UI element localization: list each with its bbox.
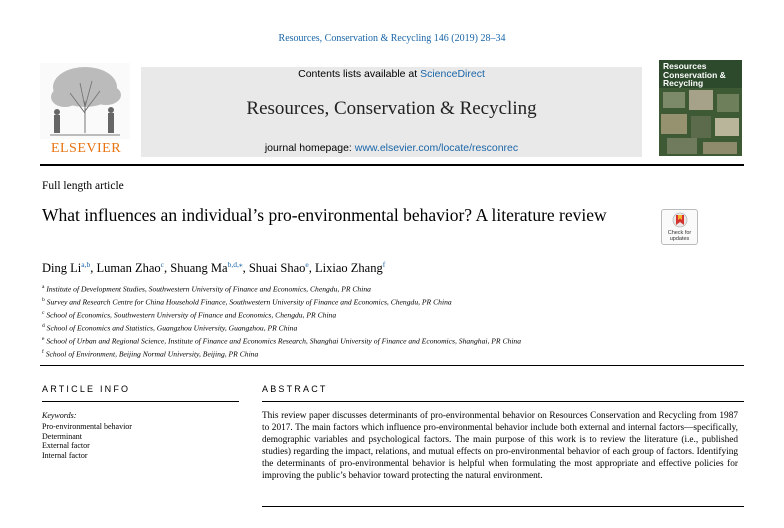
author-name[interactable]: Lixiao Zhang: [315, 261, 383, 276]
abstract-bottom-rule: [262, 506, 744, 507]
article-title: What influences an individual’s pro-environmental behavior? A literature review: [42, 205, 607, 225]
corresponding-author-mark[interactable]: ⁎: [238, 260, 243, 269]
crossmark-label: Check for updates: [667, 230, 692, 242]
author-list: [42, 260, 385, 276]
author-separator: ,: [242, 261, 249, 276]
abstract-text: This review paper discusses determinants of pro-environmental behavior on Resources Conservation and Recycling from 1987 to 2017. The main factors which influence pro-environmental behavior include both external and internal factors—specifically, demographic variables and psychological factors. The main purpose of this work is to review the literature (i.e., published studies) regarding the impact, relations, and mutual effects on pro-environmental behavior of each group of factors. Identifying the determinants of pro-environmental behavior is helpful when formulating the most appropriate and effective policies for improving the public’s behavior toward protecting the natural environment.: [262, 411, 738, 481]
author-separator: ,: [308, 261, 316, 276]
author-name[interactable]: Shuai Shao: [248, 261, 306, 276]
journal-title: Resources, Conservation & Recycling: [246, 98, 537, 119]
author-affiliation-mark[interactable]: f: [382, 260, 386, 269]
contents-prefix: Contents lists available at: [298, 68, 421, 80]
keyword-list: [42, 422, 132, 461]
affiliation-text: School of Economics, Southwestern University of Finance and Economics, Chengdu, PR China: [46, 310, 337, 320]
author-affiliation-mark[interactable]: b,d,⁎: [227, 260, 243, 269]
publisher-logo-text: ELSEVIER: [50, 141, 122, 156]
author-separator: ,: [164, 261, 171, 276]
author-name[interactable]: Shuang Ma: [170, 261, 228, 276]
affiliation-text: Institute of Development Studies, Southwestern University of Finance and Economics, Chengdu, PR China: [46, 284, 371, 294]
keyword-item: Internal factor: [42, 451, 88, 461]
author-affiliation-mark[interactable]: e: [305, 260, 309, 269]
article-info-heading: ARTICLE INFO: [42, 384, 131, 394]
affiliation-item: [42, 321, 742, 334]
affiliation-list: [42, 282, 742, 360]
abstract-heading: ABSTRACT: [262, 384, 328, 394]
affiliation-mark: d: [42, 323, 45, 330]
affiliation-mark: f: [42, 349, 44, 356]
journal-cover-image[interactable]: [659, 60, 742, 156]
header-divider: [40, 164, 744, 166]
article-info-rule: [42, 401, 239, 402]
abstract-rule: [262, 401, 744, 402]
affiliation-item: [42, 308, 742, 321]
affiliation-mark: c: [42, 310, 45, 317]
keywords-label: Keywords:: [42, 411, 77, 420]
section-divider: [40, 365, 744, 366]
journal-reference[interactable]: Resources, Conservation & Recycling 146 (2019) 28–34: [278, 33, 506, 44]
homepage-link[interactable]: www.elsevier.com/locate/resconrec: [354, 142, 519, 154]
affiliation-text: School of Environment, Beijing Normal University, Beijing, PR China: [45, 349, 259, 359]
author-name[interactable]: Luman Zhao: [96, 261, 161, 276]
keyword-item: Pro-environmental behavior: [42, 422, 132, 431]
affiliation-mark: a: [42, 284, 45, 290]
affiliation-text: Survey and Research Centre for China Household Finance, Southwestern University of Finance and Economics, Chengdu, PR China: [46, 297, 452, 307]
crossmark-icon: [672, 212, 688, 229]
affiliation-mark: b: [42, 297, 45, 304]
affiliation-mark: e: [42, 336, 45, 343]
keyword-item: Determinant: [42, 431, 82, 441]
affiliation-item: [42, 282, 742, 295]
author-separator: ,: [90, 261, 97, 276]
author-affiliation-mark[interactable]: c: [160, 260, 165, 269]
affiliation-item: [42, 347, 742, 360]
homepage-line: [141, 142, 642, 154]
author-affiliation-mark[interactable]: a,b: [81, 260, 91, 269]
keyword-item: External factor: [42, 441, 90, 451]
affiliation-item: [42, 295, 742, 308]
homepage-prefix: journal homepage:: [264, 142, 355, 154]
affiliation-text: School of Economics and Statistics, Guangzhou University, Guangzhou, PR China: [46, 323, 298, 333]
cover-photos: [659, 88, 742, 156]
author-name[interactable]: Ding Li: [42, 261, 82, 276]
contents-line: [141, 67, 642, 80]
affiliation-text: School of Urban and Regional Science, Institute of Finance and Economics Research, Shanghai University of Finance and Economics, Shanghai, PR China: [46, 336, 522, 346]
cover-title: Resources Conservation & Recycling: [663, 61, 726, 88]
check-for-updates-button[interactable]: [661, 209, 698, 245]
sciencedirect-link[interactable]: ScienceDirect: [420, 68, 485, 80]
affiliation-item: [42, 334, 742, 347]
article-type: Full length article: [42, 180, 124, 192]
